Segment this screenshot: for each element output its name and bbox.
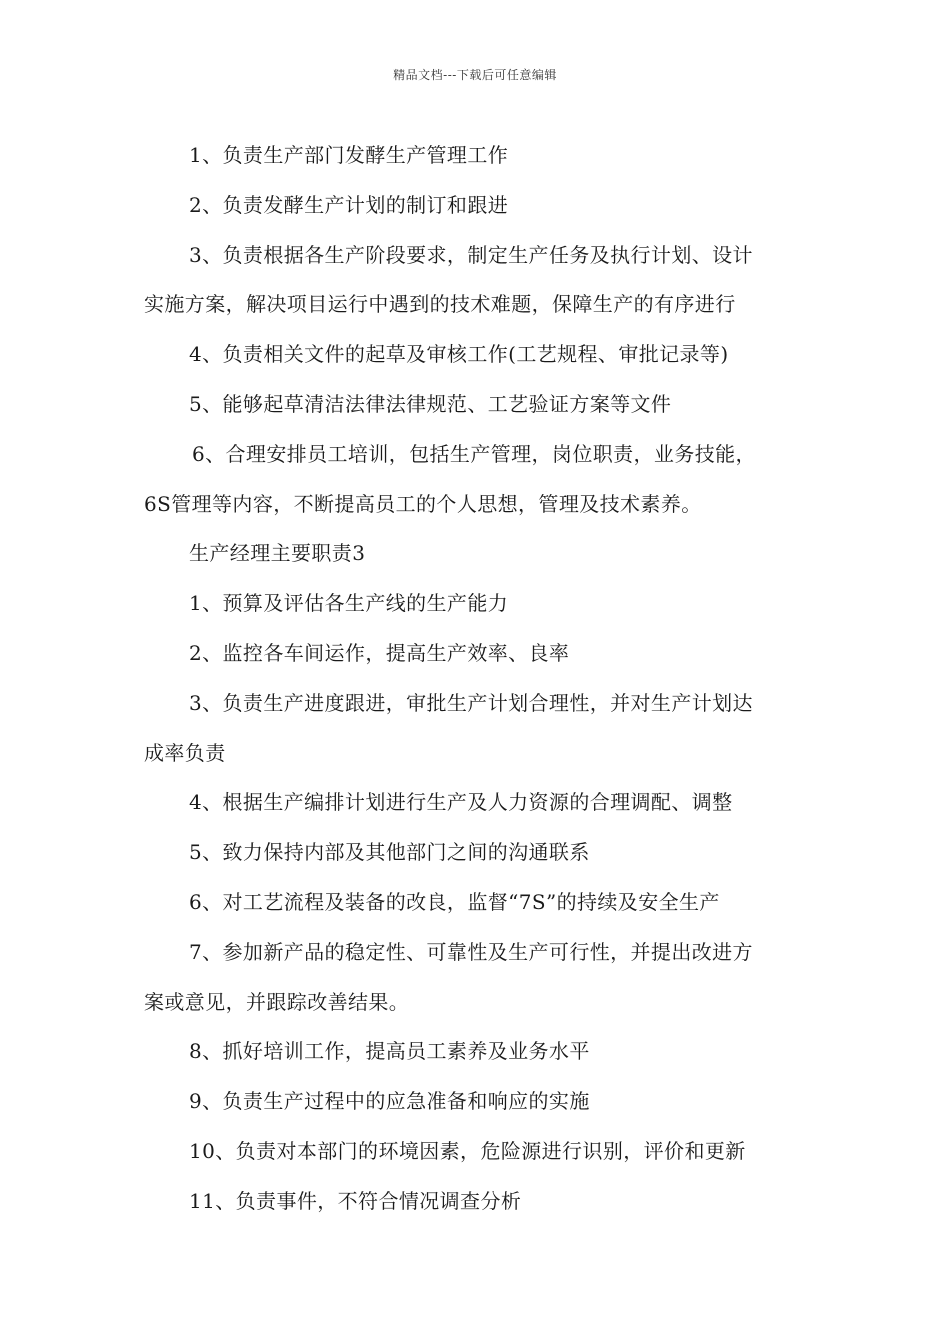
page-header: 精品文档---下载后可任意编辑 [393, 68, 557, 82]
paragraph-line: 9、负责生产过程中的应急准备和响应的实施 [189, 1089, 590, 1114]
paragraph-line: 11、负责事件，不符合情况调查分析 [189, 1188, 522, 1213]
paragraph-line: 4、根据生产编排计划进行生产及人力资源的合理调配、调整 [189, 790, 733, 815]
paragraph-line: 1、预算及评估各生产线的生产能力 [189, 591, 509, 616]
section-heading: 生产经理主要职责3 [189, 541, 366, 566]
paragraph-line: 1、负责生产部门发酵生产管理工作 [189, 143, 509, 167]
paragraph-line: 3、负责根据各生产阶段要求，制定生产任务及执行计划、设计 [189, 242, 753, 267]
paragraph-line: 8、抓好培训工作，提高员工素养及业务水平 [189, 1039, 590, 1064]
paragraph-line: 2、负责发酵生产计划的制订和跟进 [189, 192, 509, 217]
paragraph-line: 实施方案，解决项目运行中遇到的技术难题，保障生产的有序进行 [144, 292, 736, 317]
paragraph-line: 3、负责生产进度跟进，审批生产计划合理性，并对生产计划达 [189, 690, 753, 715]
paragraph-line: 6、对工艺流程及装备的改良，监督“7S”的持续及安全生产 [189, 889, 720, 914]
paragraph-line: 10、负责对本部门的环境因素，危险源进行识别，评价和更新 [189, 1138, 746, 1163]
paragraph-line: 6S管理等内容，不断提高员工的个人思想，管理及技术素养。 [144, 491, 702, 516]
paragraph-line: 7、参加新产品的稳定性、可靠性及生产可行性，并提出改进方 [189, 939, 753, 964]
paragraph-line: 成率负责 [144, 740, 226, 765]
paragraph-line: 5、致力保持内部及其他部门之间的沟通联系 [189, 840, 590, 865]
paragraph-line: 案或意见，并跟踪改善结果。 [144, 989, 410, 1014]
paragraph-line: 6、合理安排员工培训，包括生产管理，岗位职责，业务技能， [192, 441, 756, 466]
paragraph-line: 2、监控各车间运作，提高生产效率、良率 [189, 640, 570, 665]
paragraph-line: 4、负责相关文件的起草及审核工作(工艺规程、审批记录等) [189, 342, 729, 367]
document-body [144, 131, 824, 1227]
paragraph-line: 5、能够起草清洁法律法律规范、工艺验证方案等文件 [189, 391, 672, 416]
